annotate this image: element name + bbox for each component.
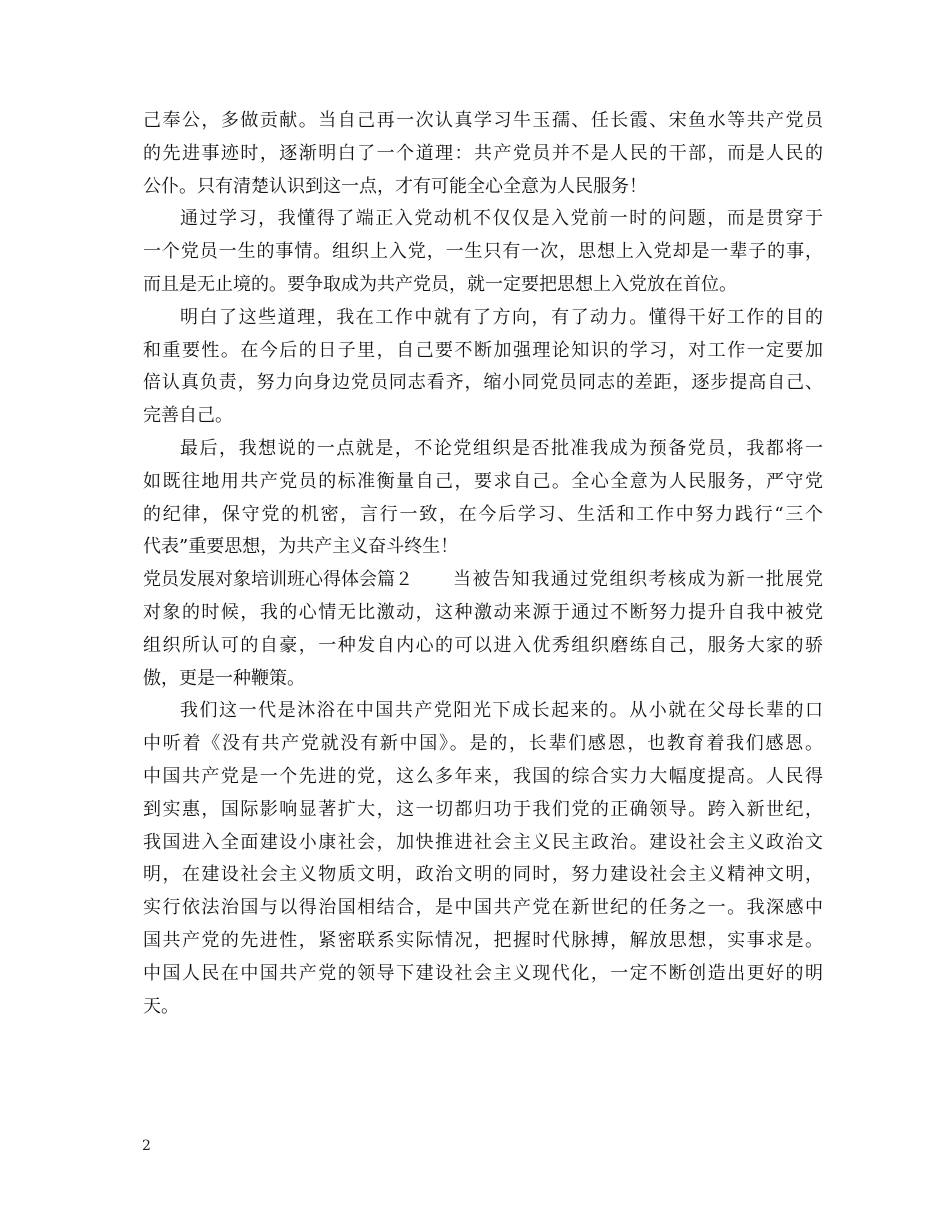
text-line: 倍认真负责，努力向身边党员同志看齐，缩小同党员同志的差距，逐步提高自己、: [143, 372, 823, 394]
text-line: 国共产党的先进性，紧密联系实际情况，把握时代脉搏，解放思想，实事求是。: [143, 929, 823, 951]
text-line: 公仆。只有清楚认识到这一点，才有可能全心全意为人民服务！: [143, 175, 647, 197]
text-line: 明，在建设社会主义物质文明，政治文明的同时，努力建设社会主义精神文明，: [143, 864, 823, 886]
document-body: [143, 105, 823, 1023]
text-line: 中听着《没有共产党就没有新中国》。是的，长辈们感恩，也教育着我们感恩。: [143, 733, 823, 755]
text-line: 中国人民在中国共产党的领导下建设社会主义现代化，一定不断创造出更好的明: [143, 962, 823, 984]
text-line: 到实惠，国际影响显著扩大，这一切都归功于我们党的正确领导。跨入新世纪，: [143, 798, 823, 820]
text-line: 代表”重要思想，为共产主义奋斗终生！: [143, 536, 459, 558]
text-line: 我们这一代是沐浴在中国共产党阳光下成长起来的。从小就在父母长辈的口: [180, 700, 823, 722]
text-line: 组织所认可的自豪，一种发自内心的可以进入优秀组织磨练自己，服务大家的骄: [143, 634, 823, 656]
text-line: 我国进入全面建设小康社会，加快推进社会主义民主政治。建设社会主义政治文: [143, 831, 823, 853]
text-line: 己奉公，多做贡献。当自己再一次认真学习牛玉孺、任长霞、宋鱼水等共产党员: [143, 110, 823, 131]
text-line: 中国共产党是一个先进的党，这么多年来，我国的综合实力大幅度提高。人民得: [143, 765, 823, 787]
text-line: 当被告知我通过党组织考核成为新一批展党: [453, 569, 823, 591]
text-line: 最后，我想说的一点就是，不论党组织是否批准我成为预备党员，我都将一: [180, 437, 823, 459]
text-line: 的先进事迹时，逐渐明白了一个道理：共产党员并不是人民的干部，而是人民的: [143, 142, 823, 164]
text-line: 一个党员一生的事情。组织上入党，一生只有一次，思想上入党却是一辈子的事，: [143, 241, 823, 263]
section-heading-line: [143, 564, 823, 597]
page-number: 2: [142, 1138, 151, 1154]
text-line: 明白了这些道理，我在工作中就有了方向，有了动力。懂得干好工作的目的: [180, 306, 823, 328]
text-line: 实行依法治国与以得治国相结合，是中国共产党在新世纪的任务之一。我深感中: [143, 897, 823, 919]
text-line: 傲，更是一种鞭策。: [143, 667, 305, 689]
text-line: 如既往地用共产党员的标准衡量自己，要求自己。全心全意为人民服务，严守党: [143, 470, 823, 492]
text-line: 天。: [143, 995, 179, 1017]
text-line: 而且是无止境的。要争取成为共产党员，就一定要把思想上入党放在首位。: [143, 273, 737, 295]
text-line: 完善自己。: [143, 405, 233, 427]
text-line: 和重要性。在今后的日子里，自己要不断加强理论知识的学习，对工作一定要加: [143, 339, 823, 361]
text-line: 的纪律，保守党的机密，言行一致，在今后学习、生活和工作中努力践行“三个: [143, 503, 823, 525]
text-line: 通过学习，我懂得了端正入党动机不仅仅是入党前一时的问题，而是贯穿于: [180, 208, 823, 230]
text-line: 对象的时候，我的心情无比激动，这种激动来源于通过不断努力提升自我中被党: [143, 601, 823, 623]
section-title: 党员发展对象培训班心得体会篇２: [143, 569, 413, 591]
